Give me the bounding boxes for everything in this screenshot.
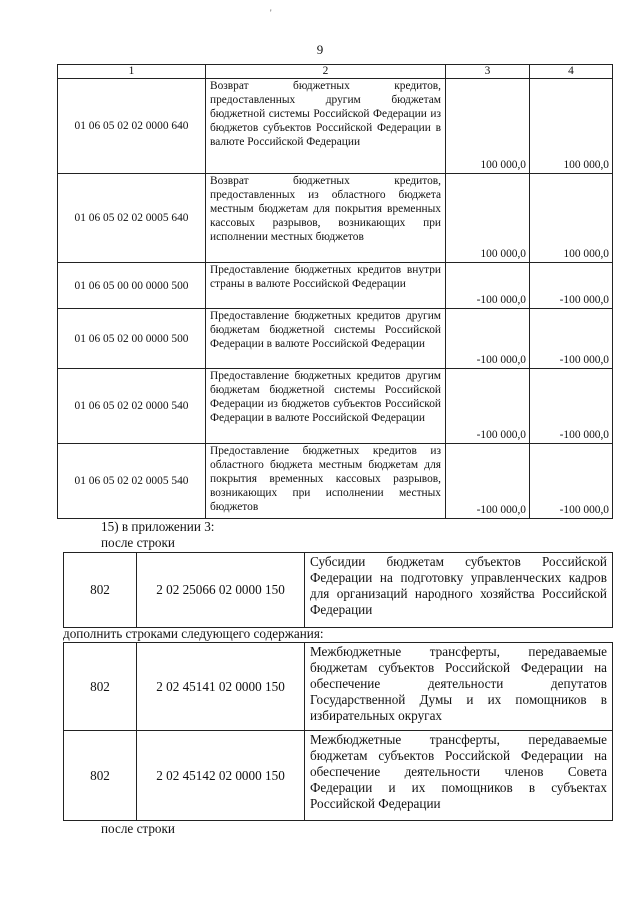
amount-value: 100 000,0 <box>530 174 613 263</box>
budget-code: 01 06 05 02 00 0000 500 <box>58 309 206 369</box>
table-row <box>58 309 613 369</box>
table-row <box>58 444 613 519</box>
budget-code: 01 06 05 02 02 0000 640 <box>58 79 206 174</box>
table-header-row <box>58 65 613 79</box>
amount-value: -100 000,0 <box>530 263 613 309</box>
scan-mark: ' <box>270 8 272 18</box>
table-row <box>58 174 613 263</box>
table-row <box>64 553 613 628</box>
column-header: 1 <box>58 65 206 79</box>
row-description: Возврат бюджетных кредитов, предоставленных из областного бюджета местным бюджетам для покрытия временных кассовых разрывов, возникающих при исполнении местных бюджетов <box>206 174 446 263</box>
amount-value: -100 000,0 <box>530 309 613 369</box>
revenue-code: 2 02 45141 02 0000 150 <box>137 643 305 731</box>
amount-value: -100 000,0 <box>446 309 530 369</box>
table-row <box>58 369 613 444</box>
column-header: 3 <box>446 65 530 79</box>
amount-value: 100 000,0 <box>446 79 530 174</box>
table-row <box>58 79 613 174</box>
row-description: Субсидии бюджетам субъектов Российской Федерации на подготовку управленческих кадров для организаций народного хозяйства Российской Федерации <box>305 553 613 628</box>
admin-code: 802 <box>64 731 137 821</box>
column-header: 2 <box>206 65 446 79</box>
page-number: 9 <box>316 42 324 57</box>
budget-code: 01 06 05 02 02 0005 640 <box>58 174 206 263</box>
amount-value: 100 000,0 <box>446 174 530 263</box>
table-row <box>64 731 613 821</box>
amount-value: -100 000,0 <box>446 369 530 444</box>
row-description: Межбюджетные трансферты, передаваемые бюджетам субъектов Российской Федерации на обеспечение деятельности членов Совета Федерации и их помощников в субъектах Российской Федерации <box>305 731 613 821</box>
admin-code: 802 <box>64 643 137 731</box>
amount-value: -100 000,0 <box>446 263 530 309</box>
table-row <box>58 263 613 309</box>
row-description: Возврат бюджетных кредитов, предоставленных другим бюджетам бюджетной системы Российской Федерации из бюджетов субъектов Российской Федерации в валюте Российской Федерации <box>206 79 446 174</box>
table-row <box>64 643 613 731</box>
revenue-code: 2 02 45142 02 0000 150 <box>137 731 305 821</box>
amount-value: -100 000,0 <box>530 369 613 444</box>
amount-value: 100 000,0 <box>530 79 613 174</box>
revenue-code: 2 02 25066 02 0000 150 <box>137 553 305 628</box>
amount-value: -100 000,0 <box>530 444 613 519</box>
after-row-text: после строки <box>101 535 175 550</box>
item-15-heading: 15) в приложении 3: <box>101 519 215 534</box>
appendix3-new-rows-table <box>63 642 613 821</box>
budget-code: 01 06 05 00 00 0000 500 <box>58 263 206 309</box>
column-header: 4 <box>530 65 613 79</box>
appendix3-existing-row-table <box>63 552 613 628</box>
row-description: Предоставление бюджетных кредитов другим бюджетам бюджетной системы Российской Федерации из бюджетов субъектов Российской Федерации в валюте Российской Федерации <box>206 369 446 444</box>
budget-code: 01 06 05 02 02 0000 540 <box>58 369 206 444</box>
add-rows-text: дополнить строками следующего содержания: <box>63 626 324 641</box>
sources-table <box>57 64 613 519</box>
row-description: Предоставление бюджетных кредитов из областного бюджета местным бюджетам для покрытия временных кассовых разрывов, возникающих при исполнении местных бюджетов <box>206 444 446 519</box>
admin-code: 802 <box>64 553 137 628</box>
row-description: Межбюджетные трансферты, передаваемые бюджетам субъектов Российской Федерации на обеспечение деятельности депутатов Государственной Думы и их помощников в избирательных округах <box>305 643 613 731</box>
amount-value: -100 000,0 <box>446 444 530 519</box>
row-description: Предоставление бюджетных кредитов внутри страны в валюте Российской Федерации <box>206 263 446 309</box>
row-description: Предоставление бюджетных кредитов другим бюджетам бюджетной системы Российской Федерации в валюте Российской Федерации <box>206 309 446 369</box>
after-row-text: после строки <box>101 821 175 836</box>
budget-code: 01 06 05 02 02 0005 540 <box>58 444 206 519</box>
